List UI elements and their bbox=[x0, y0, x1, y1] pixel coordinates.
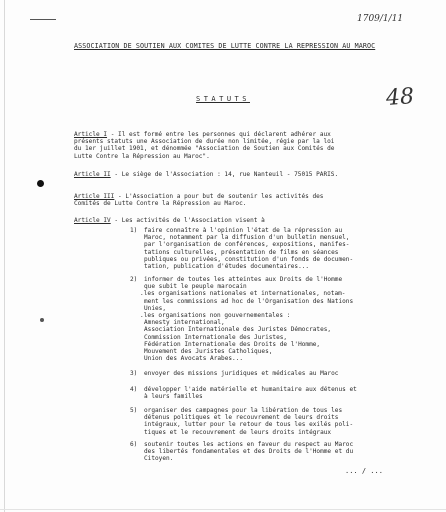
list-item-text: soutenir toutes les actions en faveur du respect au Maroc des libertés fondamentales et des Droits de l'Homme et du Citoyen. bbox=[144, 441, 354, 463]
list-item-number: 5) bbox=[130, 407, 138, 414]
list-item-text: informer de toutes les atteintes aux Droits de l'Homme que subit le peuple marocain .les organisations nationales et internationales, notam- ment les commissions ad hoc de l'Organisation des Nations Unies, .les organisations non gouvernementales : Amnesty international, Association Internationale des Juristes Démocrates, Commission Internationale des Juristes, Fédération Internationale des Droits de l'Homme, Mouvement des Juristes Catholiques, Union des Avocats Arabes... bbox=[140, 276, 354, 363]
article-3 bbox=[74, 193, 394, 207]
page-edge bbox=[4, 0, 5, 512]
article-1-line: Lutte Contre la Répression au Maroc". bbox=[74, 152, 210, 160]
page-edge-bottom bbox=[0, 509, 446, 510]
article-1-line: présents statuts une Association de durée non limitée, régie par la loi bbox=[74, 138, 335, 146]
article-3-line: Article III - L'Association a pour but de soutenir les activités des bbox=[74, 193, 324, 200]
handwritten-reference: 1709/1/11 bbox=[357, 14, 404, 24]
punch-hole bbox=[40, 318, 44, 322]
list-item-text: organiser des campagnes pour la libération de tous les détenus politiques et le recouvrement de leurs droits intégraux, lutter pour le retour de tous les exilés poli- tiques et le recouvrement de leurs droits intégraux bbox=[144, 407, 354, 436]
article-1-heading: Article I bbox=[74, 131, 108, 138]
list-item-text: faire connaître à l'opinion l'état de la répression au Maroc, notamment par la diffusion d'un bulletin mensuel, par l'organisation de conférences, expositions, manifes- tations culturelles, présentation de films en séances publiques ou privées, constitution d'un fonds de documen- tation, publication d'études documentaires... bbox=[144, 227, 354, 271]
list-item-text: développer l'aide matérielle et humanitaire aux détenus et à leurs familles bbox=[144, 386, 357, 401]
continuation-mark: ... / ... bbox=[345, 467, 383, 475]
article-4-heading: Article IV bbox=[74, 217, 111, 224]
list-item-number: 3) bbox=[130, 370, 138, 377]
list-item-number: 2) bbox=[130, 276, 138, 283]
document-title: ASSOCIATION DE SOUTIEN AUX COMITES DE LUTTE CONTRE LA REPRESSION AU MAROC bbox=[74, 42, 376, 50]
statuts-heading: STATUTS bbox=[195, 95, 250, 103]
article-1-line: du 1er juillet 1901, et dénommée "Association de Soutien aux Comités de bbox=[74, 145, 335, 153]
list-item-number: 6) bbox=[130, 441, 138, 448]
list-item-number: 4) bbox=[130, 386, 138, 393]
article-3-line: Comités de Lutte Contre la Répression au Maroc. bbox=[74, 200, 247, 208]
article-3-heading: Article III bbox=[74, 193, 115, 200]
handwritten-page-number: 48 bbox=[385, 84, 415, 111]
punch-hole bbox=[37, 180, 44, 187]
article-4 bbox=[74, 217, 394, 224]
top-mark bbox=[30, 19, 56, 20]
article-4-text: - Les activités de l'Association visent à bbox=[110, 217, 265, 224]
article-2-heading: Article II bbox=[74, 171, 111, 178]
article-1 bbox=[74, 131, 394, 160]
article-2 bbox=[74, 171, 394, 178]
list-item-text: envoyer des missions juridiques et médicales au Maroc bbox=[144, 370, 339, 377]
list-item-number: 1) bbox=[130, 227, 138, 234]
article-1-line: Article I - Il est formé entre les personnes qui déclarent adhérer aux bbox=[74, 131, 331, 138]
article-2-text: - Le siège de l'Association : 14, rue Nanteuil - 75015 PARIS. bbox=[110, 171, 339, 178]
